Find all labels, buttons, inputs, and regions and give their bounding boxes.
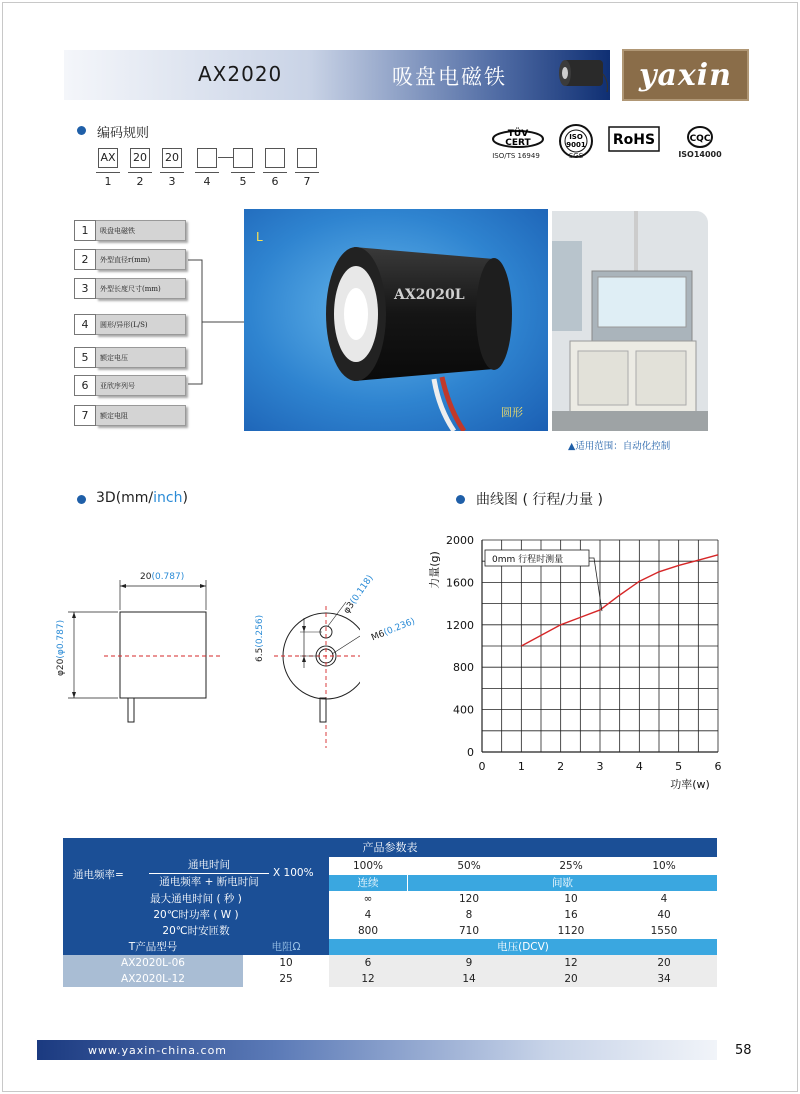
bullet-icon [456,495,465,504]
model-title: AX2020 [198,62,283,86]
code-list-item: 4 圆形/异形(L/S) [74,314,186,335]
code-num-1: 1 [96,172,120,188]
y-tick-label: 400 [453,703,474,717]
svg-text:CQC: CQC [689,134,711,144]
drawing-3d [60,570,360,750]
svg-text:CERT: CERT [505,138,531,148]
code-num-4: 4 [195,172,219,188]
code-num-5: 5 [231,172,255,188]
automation-machine-image [552,211,708,431]
x-tick-label: 2 [557,760,565,773]
application-photo [552,211,708,431]
code-list-item: 3 外型长度尺寸(mm) [74,278,186,299]
coding-title: 编码规则 [97,126,150,141]
table-row: AX2020L-12 25 12 14 20 34 [63,971,717,987]
y-tick-label: 800 [453,661,474,675]
magnet-image [244,209,548,431]
magnet-thumbnail-icon [555,54,611,94]
x-tick-label: 4 [635,760,643,773]
code-list-item: 7 额定电阻 [74,405,186,426]
magnet-engraving: AX2020L [394,287,465,303]
table-row: 最大通电时间 ( 秒 ) ∞ 120 10 4 [63,891,717,907]
table-row: 20℃时安匝数 800 710 1120 1550 [63,923,717,939]
header-bar [64,50,610,100]
table-row: AX2020L-06 10 6 9 12 20 [63,955,717,971]
table-title-row: 产品参数表 [63,838,717,857]
code-num-6: 6 [263,172,287,188]
code-box-5 [233,148,253,168]
page-number: 58 [735,1043,752,1058]
dim-thread-label: M6(0.236) [370,616,417,644]
bullet-icon [77,126,86,135]
model-header-row: T产品型号 电阻Ω 电压(DCV) [63,939,717,955]
mode-row: 连续 间歇 [63,875,717,891]
y-tick-label: 2000 [446,534,474,547]
table-row: 20℃时功率 ( W ) 4 8 16 40 [63,907,717,923]
product-photo [244,209,548,431]
svg-text:RoHS: RoHS [612,132,656,148]
bullet-icon [77,495,86,504]
svg-text:TÜV: TÜV [507,129,529,139]
dim-length-label: 20(0.787) [140,572,185,582]
code-box-3: 20 [162,148,182,168]
y-axis-label: 力量(g) [428,551,441,589]
brand-logo [622,49,749,101]
x-tick-label: 5 [675,760,683,773]
section-3d-title: 3D(mm/inch) [96,490,188,506]
dim-diameter-label: φ20(φ0.787) [56,619,66,676]
code-box-1: AX [98,148,118,168]
x-axis-label: 功率(w) [670,778,710,791]
cert-label-sgs: SGS [568,152,584,160]
code-box-6 [265,148,285,168]
dim-offset-label: 6.5(0.256) [255,614,265,662]
product-title: 吸盘电磁铁 [392,65,507,89]
code-list-item: 2 外型直径r(mm) [74,249,186,270]
chart-svg [428,530,748,800]
x-tick-label: 0 [478,760,486,773]
rohs-icon [608,126,660,152]
footer-url: www.yaxin-china.com [88,1044,228,1057]
section-curve-title: 曲线图 ( 行程/力量 ) [476,492,603,508]
code-box-2: 20 [130,148,150,168]
annotation-text: 0mm 行程时测量 [492,555,564,565]
code-list-item: 5 额定电压 [74,347,186,368]
code-num-3: 3 [160,172,184,188]
force-curve-chart [428,530,748,800]
iso14000-icon [680,124,720,150]
dim-hole-label: φ3(0.118) [342,573,376,616]
x-tick-label: 6 [714,760,722,773]
x-tick-label: 1 [517,760,525,773]
code-num-2: 2 [128,172,152,188]
cert-label-tuv: ISO/TS 16949 [492,152,540,160]
brand-logo-text: yaxin [639,57,732,93]
duty-formula: 通电频率= 通电时间 通电频率 + 断电时间 X 100% [73,859,314,888]
x-tick-label: 3 [596,760,604,773]
photo-corner-label: L [256,230,263,244]
photo-shape-label: 圆形 [501,406,523,419]
code-dash [218,157,233,158]
code-box-4 [197,148,217,168]
code-num-7: 7 [295,172,319,188]
svg-text:9001: 9001 [566,141,586,149]
duty-row: 100% 50% 25% 10% [63,857,717,875]
svg-text:ISO: ISO [569,133,583,141]
application-caption: ▲适用范围：自动化控制 [568,441,671,452]
y-tick-label: 0 [467,746,474,759]
y-tick-label: 1600 [446,576,474,590]
cert-label-iso14000: ISO14000 [678,150,722,159]
code-list-item: 6 亚欣序列号 [74,375,186,396]
code-list-item: 1 吸盘电磁铁 [74,220,186,241]
y-tick-label: 1200 [446,618,474,632]
list-bracket-connector [186,220,246,430]
code-box-7 [297,148,317,168]
